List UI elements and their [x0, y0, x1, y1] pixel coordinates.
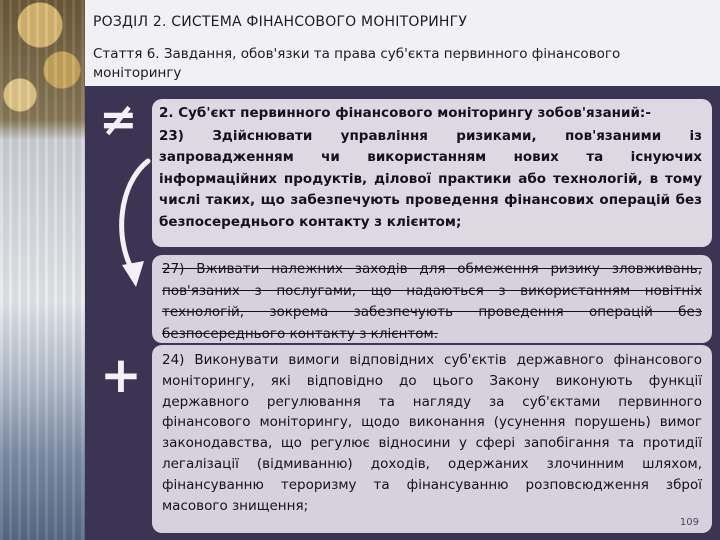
- article-title: Стаття 6. Завдання, обов'язки та права суб'єкта первинного фінансового моніторингу: [93, 46, 621, 81]
- obligation-card-23: [152, 99, 712, 247]
- not-equal-icon: ≠: [99, 92, 138, 146]
- page-number: 109: [679, 517, 699, 528]
- obligation-card-27-removed: [152, 255, 712, 343]
- intro-text: 2. Суб'єкт первинного фінансового моніторингу зобов'язаний:-: [159, 105, 651, 121]
- item-27-struck-text: 27) Вживати належних заходів для обмеження ризику зловживань, пов'язаних з послугами, що надаються з використанням новітніх технологій, зокрема забезпечують проведення операцій без безпосереднього контакту з клієнтом.: [162, 261, 702, 342]
- item-23-text: 23) Здійснювати управління ризиками, пов'язаними із запровадженням чи використанням нових та існуючих інформаційних продуктів, ділової практики або технологій, в тому числі таких, що забезпечують проведення фінансових операцій без безпосереднього контакту з клієнтом;: [159, 127, 702, 230]
- coins-and-finance-photo: [0, 0, 85, 540]
- section-title: РОЗДІЛ 2. СИСТЕМА ФІНАНСОВОГО МОНІТОРИНГУ: [93, 14, 468, 30]
- obligation-card-24-added: [152, 345, 712, 533]
- plus-icon: +: [100, 346, 142, 404]
- item-24-text: 24) Виконувати вимоги відповідних суб'єктів державного фінансового моніторингу, які відповідно до цього Закону виконують функції державного регулювання та нагляду за суб'єктами первинного фінансового моніторингу, щодо виконання (усунення порушень) вимог законодавства, що регулює відносини у сфері запобігання та протидії легалізації (відмиванню) доходів, одержаних злочинним шляхом, фінансуванню тероризму та фінансуванню розповсюдження зброї масового знищення;: [162, 352, 702, 514]
